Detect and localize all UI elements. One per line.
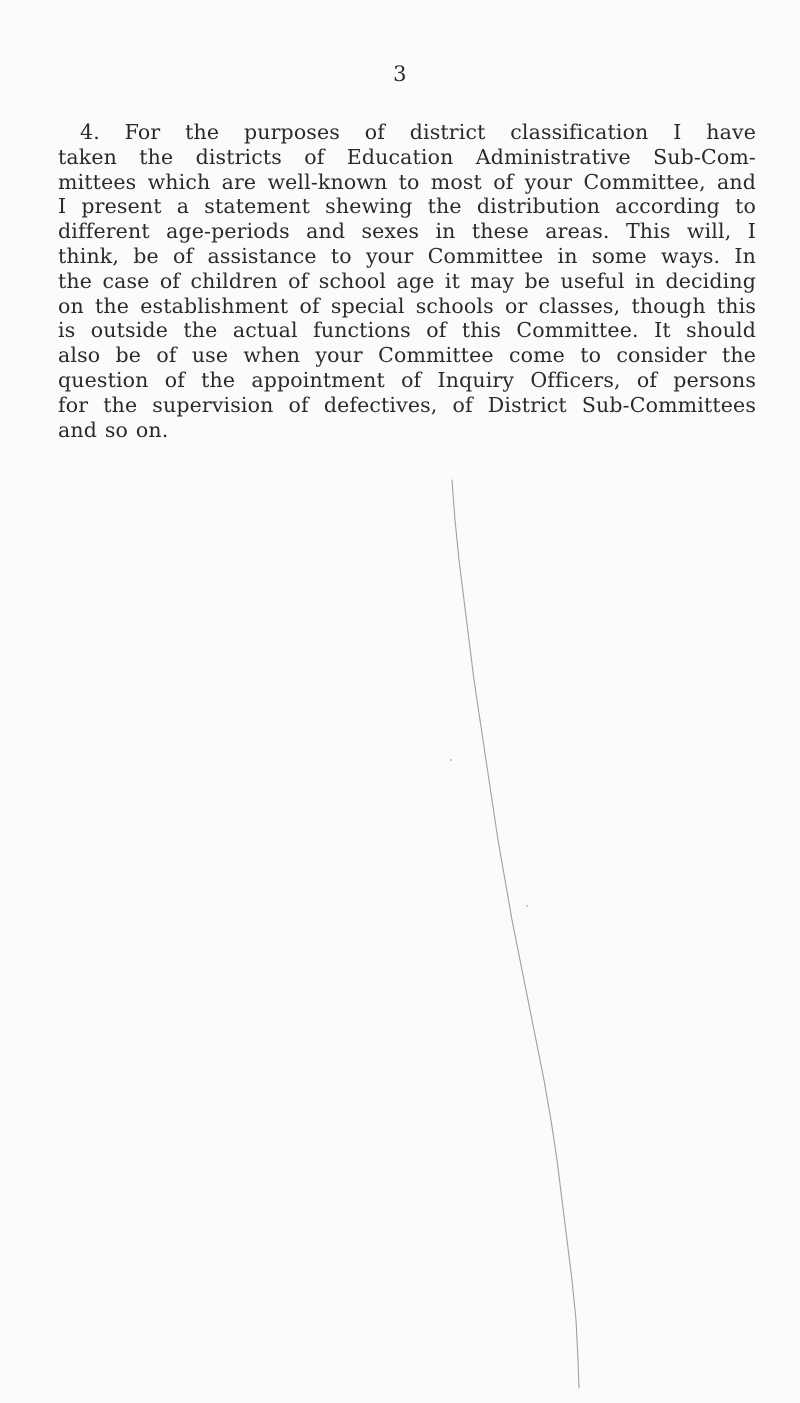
paragraph-line: taken the districts of Education Administrative Sub-Com- — [58, 144, 756, 169]
paragraph-line: 4. For the purposes of district classification I have — [80, 120, 756, 144]
paragraph-line: for the supervision of defectives, of District Sub-Committees — [58, 392, 756, 417]
paragraph-line: is outside the actual functions of this Committee. It should — [58, 318, 756, 343]
paragraph-line: and so on. — [58, 417, 169, 442]
paragraph-line: question of the appointment of Inquiry Officers, of persons — [58, 367, 756, 392]
paragraph-line: mittees which are well-known to most of your Committee, and — [58, 169, 756, 194]
paragraph-line: I present a statement shewing the distribution according to — [58, 194, 756, 219]
pencil-stroke — [452, 480, 579, 1388]
paragraph-line: the case of children of school age it may be useful in deciding — [58, 268, 756, 293]
paragraph-line: different age-periods and sexes in these areas. This will, I — [58, 219, 756, 244]
paragraph-line: think, be of assistance to your Committee in some ways. In — [58, 243, 756, 268]
paragraph-line: on the establishment of special schools or classes, though this — [58, 293, 756, 318]
page-number: 3 — [393, 62, 407, 86]
paragraph-line: also be of use when your Committee come to consider the — [58, 343, 756, 368]
